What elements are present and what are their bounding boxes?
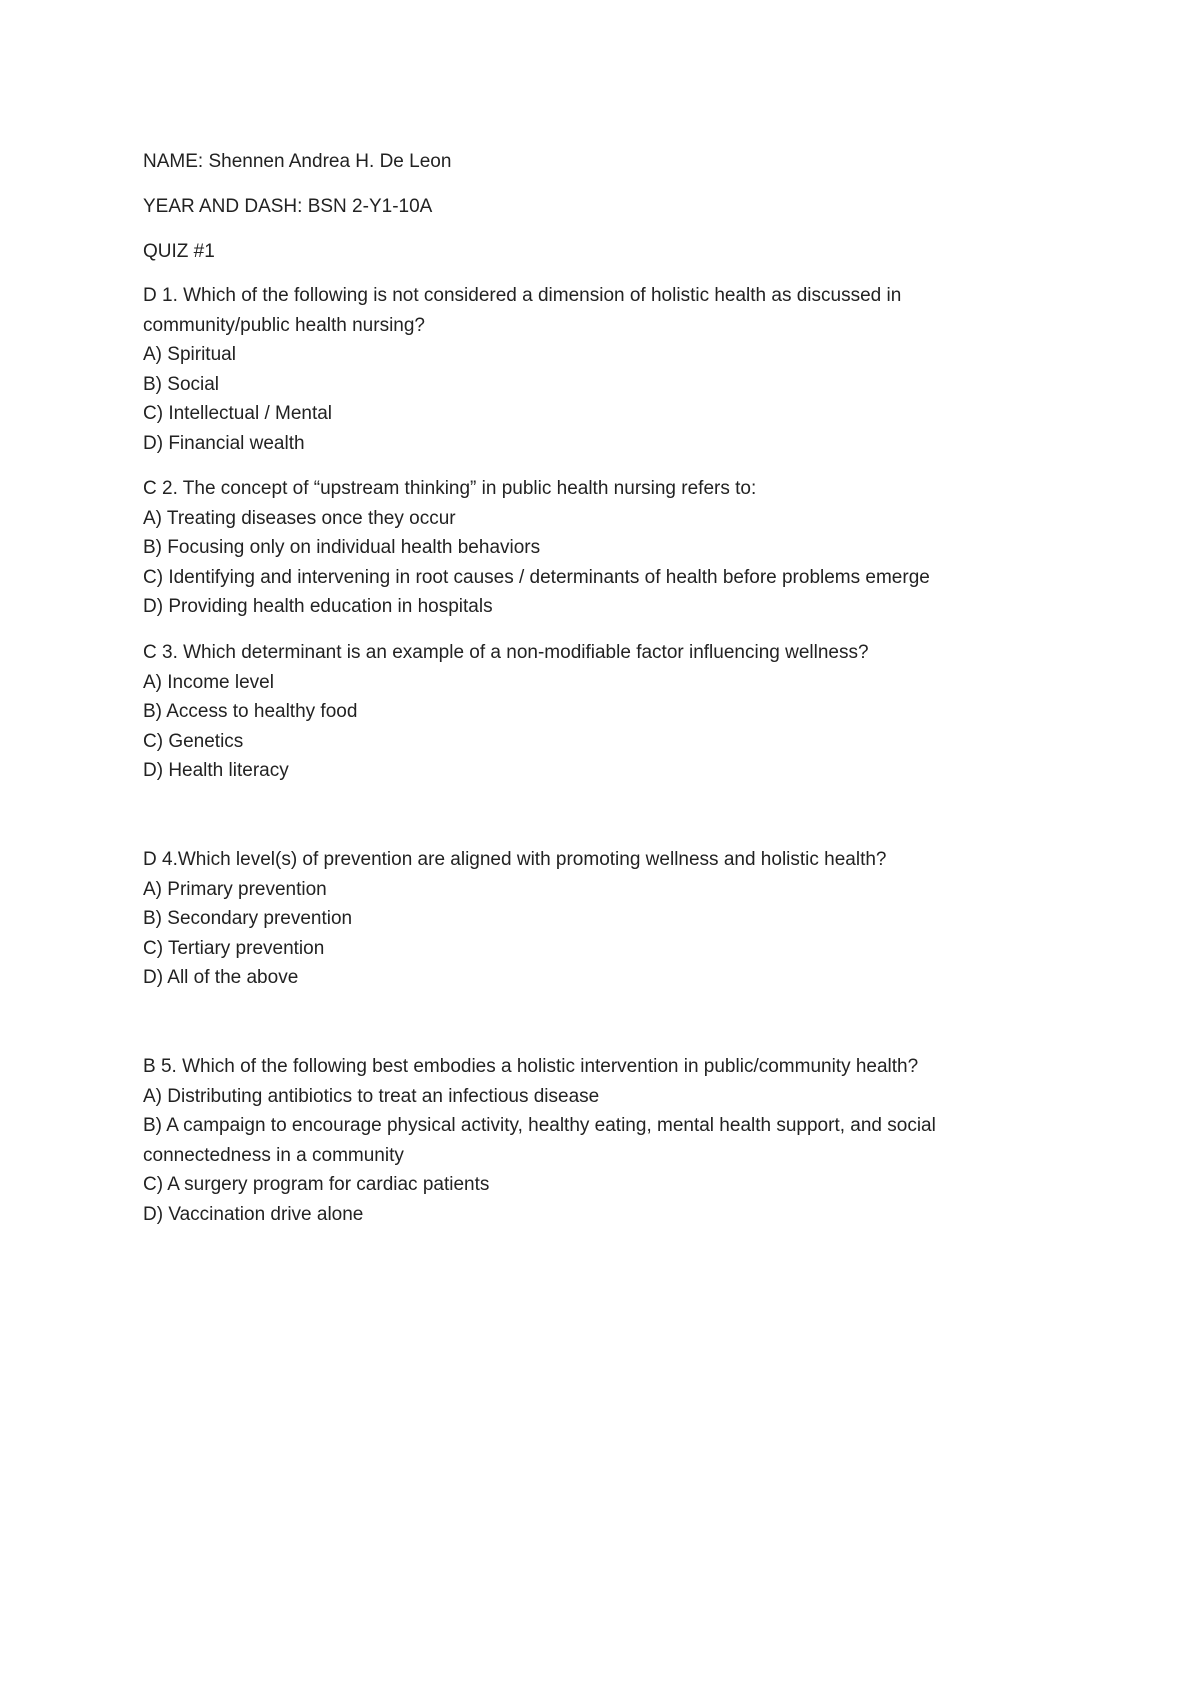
option-a: A) Distributing antibiotics to treat an infectious disease	[143, 1085, 600, 1107]
option-d: D) Health literacy	[143, 760, 289, 781]
option-a: A) Treating diseases once they occur	[143, 507, 456, 529]
question-text: D 4.Which level(s) of prevention are aligned with promoting wellness and holistic health?	[143, 849, 887, 870]
option-b: B) Access to healthy food	[143, 701, 358, 722]
option-d: D) Providing health education in hospitals	[143, 596, 493, 617]
option-a: A) Primary prevention	[143, 878, 327, 900]
option-b: B) Social	[143, 373, 220, 395]
option-c: C) Genetics	[143, 730, 244, 752]
option-c: C) A surgery program for cardiac patients	[143, 1174, 490, 1195]
option-c: C) Intellectual / Mental	[143, 403, 333, 424]
option-b: B) Secondary prevention	[143, 908, 353, 929]
student-name: NAME: Shennen Andrea H. De Leon	[143, 151, 452, 172]
question-5	[143, 1052, 1023, 1229]
question-text: B 5. Which of the following best embodies a holistic intervention in public/community health?	[143, 1056, 919, 1077]
option-c: C) Identifying and intervening in root causes / determinants of health before problems emerge	[143, 566, 930, 588]
question-3	[143, 638, 1023, 786]
option-d: D) All of the above	[143, 967, 299, 988]
question-4	[143, 845, 1023, 993]
option-d: D) Financial wealth	[143, 432, 305, 454]
question-1	[143, 281, 1023, 458]
option-a: A) Spiritual	[143, 344, 236, 365]
option-b: B) Focusing only on individual health behaviors	[143, 537, 541, 558]
option-d: D) Vaccination drive alone	[143, 1203, 364, 1225]
question-text: C 2. The concept of “upstream thinking” in public health nursing refers to:	[143, 478, 757, 499]
question-text: C 3. Which determinant is an example of a non-modifiable factor influencing wellness?	[143, 642, 869, 663]
question-text: D 1. Which of the following is not considered a dimension of holistic health as discussed in community/public health nursing?	[143, 285, 902, 336]
year-and-section: YEAR AND DASH: BSN 2-Y1-10A	[143, 196, 433, 217]
quiz-title: QUIZ #1	[143, 241, 215, 262]
option-b: B) A campaign to encourage physical activity, healthy eating, mental health support, and social connectedness in a community	[143, 1115, 936, 1166]
question-2	[143, 474, 1023, 622]
option-c: C) Tertiary prevention	[143, 937, 325, 959]
option-a: A) Income level	[143, 671, 274, 693]
